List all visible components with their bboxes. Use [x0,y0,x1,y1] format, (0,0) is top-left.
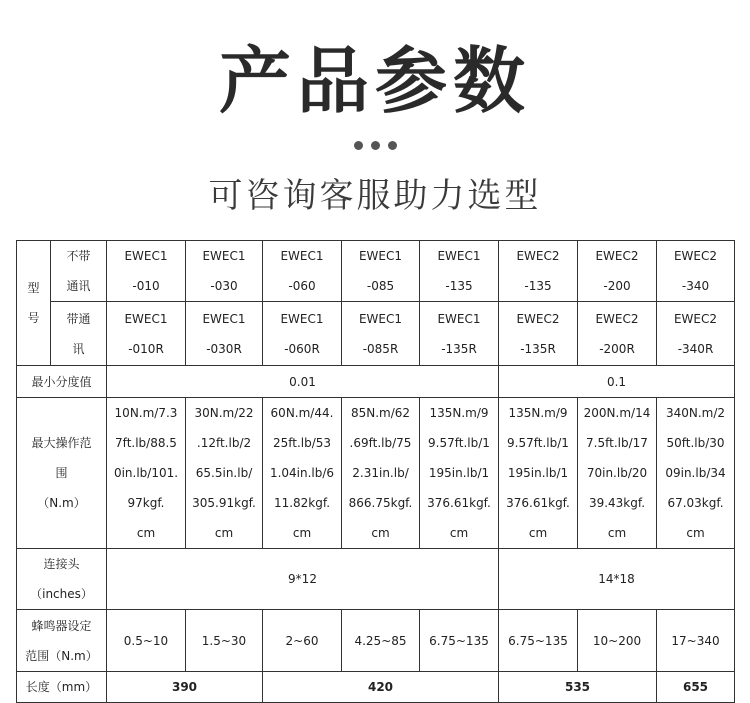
model-cell: EWEC1 -030 [186,241,263,302]
torque-cell: 340N.m/2 50ft.lb/30 09in.lb/34 67.03kgf. cm [657,398,735,549]
model-cell: EWEC1 -085R [342,302,420,366]
buzzer-cell: 6.75~135 [499,610,578,672]
connector-label: 连接头 （inches） [17,549,107,610]
model-cell: EWEC2 -200 [578,241,657,302]
length-label: 长度（mm） [17,672,107,703]
buzzer-cell: 1.5~30 [186,610,263,672]
buzzer-cell: 10~200 [578,610,657,672]
connector-value: 9*12 [107,549,499,610]
model-cell: EWEC1 -135 [420,241,499,302]
buzzer-label: 蜂鸣器设定 范围（N.m） [17,610,107,672]
buzzer-cell: 6.75~135 [420,610,499,672]
page-title: 产品参数 [218,39,531,123]
dot-icon [388,141,397,150]
resolution-row [17,366,735,398]
spec-table [16,240,735,703]
length-cell: 420 [263,672,499,703]
torque-cell: 200N.m/14 7.5ft.lb/17 70in.lb/20 39.43kgf. cm [578,398,657,549]
page-subtitle: 可咨询客服助力选型 [208,176,542,216]
length-cell: 655 [657,672,735,703]
model-label: 型 号 [17,241,51,366]
resolution-value: 0.01 [107,366,499,398]
connector-row [17,549,735,610]
model-cell: EWEC1 -030R [186,302,263,366]
buzzer-cell: 0.5~10 [107,610,186,672]
model-cell: EWEC2 -200R [578,302,657,366]
connector-value: 14*18 [499,549,735,610]
buzzer-cell: 2~60 [263,610,342,672]
buzzer-cell: 4.25~85 [342,610,420,672]
model-cell: EWEC2 -135R [499,302,578,366]
torque-cell: 30N.m/22 .12ft.lb/2 65.5in.lb/ 305.91kgf. cm [186,398,263,549]
torque-cell: 135N.m/9 9.57ft.lb/1 195in.lb/1 376.61kgf. cm [420,398,499,549]
model-cell: EWEC1 -010R [107,302,186,366]
torque-cell: 10N.m/7.3 7ft.lb/88.5 0in.lb/101. 97kgf. cm [107,398,186,549]
length-row [17,672,735,703]
model-row-comm [17,302,735,366]
torque-cell: 135N.m/9 9.57ft.lb/1 195in.lb/1 376.61kgf. cm [499,398,578,549]
torque-cell: 85N.m/62 .69ft.lb/75 2.31in.lb/ 866.75kgf. cm [342,398,420,549]
buzzer-row [17,610,735,672]
dot-icon [371,141,380,150]
model-row-no-comm [17,241,735,302]
model-cell: EWEC2 -340R [657,302,735,366]
no-comm-label: 不带 通讯 [51,241,107,302]
model-cell: EWEC2 -135 [499,241,578,302]
resolution-value: 0.1 [499,366,735,398]
resolution-label: 最小分度值 [17,366,107,398]
torque-cell: 60N.m/44. 25ft.lb/53 1.04in.lb/6 11.82kgf. cm [263,398,342,549]
dot-icon [354,141,363,150]
torque-label: 最大操作范 围 （N.m） [17,398,107,549]
model-cell: EWEC1 -060 [263,241,342,302]
model-cell: EWEC2 -340 [657,241,735,302]
with-comm-label: 带通 讯 [51,302,107,366]
torque-row [17,398,735,549]
decorative-dots [0,141,750,150]
model-cell: EWEC1 -010 [107,241,186,302]
length-cell: 535 [499,672,657,703]
model-cell: EWEC1 -060R [263,302,342,366]
model-cell: EWEC1 -085 [342,241,420,302]
length-cell: 390 [107,672,263,703]
model-cell: EWEC1 -135R [420,302,499,366]
buzzer-cell: 17~340 [657,610,735,672]
